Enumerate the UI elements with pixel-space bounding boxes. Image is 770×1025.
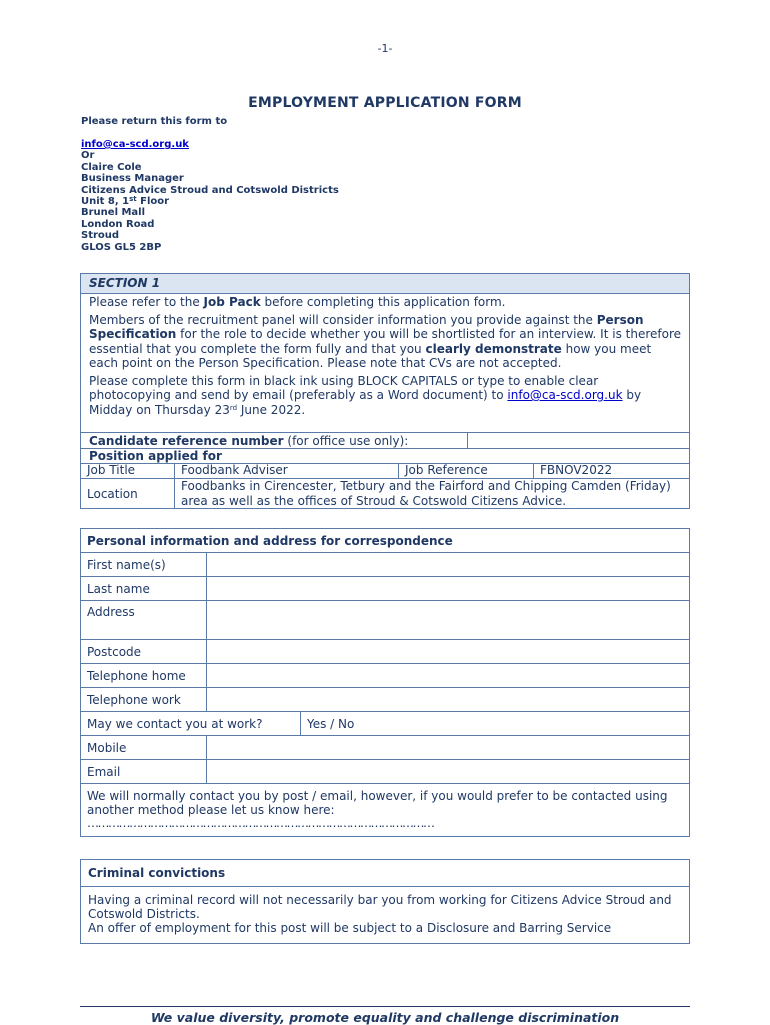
contact-preference-text: We will normally contact you by post / email, however, if you would prefer to be contacted using another method please let us know here: [87,789,668,817]
first-name-label: First name(s) [81,553,207,577]
return-name: Claire Cole [81,161,142,173]
job-reference-label: Job Reference [399,464,534,479]
postcode-field[interactable] [207,640,690,664]
section-1 [80,273,690,509]
address-label: Address [81,601,207,640]
contact-preference-cell[interactable] [81,784,689,837]
instruction-person-spec: Members of the recruitment panel will consider information you provide against the Person Specification for the role to decide whether you will be shortlisted for an interview. It is therefore essential that you complete the form fully and that you clearly demonstrate how you meet each point on the Person Specification. Please note that CVs are not accepted. [89,312,681,370]
return-road: London Road [81,218,155,230]
return-town: Stroud [81,230,120,242]
mobile-label: Mobile [81,736,207,760]
personal-information-heading: Personal information and address for correspondence [81,529,689,553]
contact-preference-dots: ……………………………………………………………………………………… [87,816,434,830]
return-org: Citizens Advice Stroud and Cotswold Districts [81,184,339,196]
location-label: Location [81,479,175,510]
email-row [81,760,689,784]
dbs-note: An offer of employment for this post will be subject to a Disclosure and Barring Service [88,921,612,935]
job-reference-value: FBNOV2022 [534,464,690,479]
first-name-field[interactable] [207,553,690,577]
first-name-row [81,553,689,577]
return-or: Or [81,150,95,162]
criminal-convictions-heading: Criminal convictions [81,860,689,887]
telephone-home-field[interactable] [207,664,690,688]
personal-information-table [81,529,689,836]
postcode-row [81,640,689,664]
submission-email-link[interactable]: info@ca-scd.org.uk [507,388,623,402]
footer-slogan: We value diversity, promote equality and challenge discrimination [150,1010,620,1025]
return-mall: Brunel Mall [81,207,146,219]
return-address [81,139,339,253]
location-row [81,479,689,510]
postcode-label: Postcode [81,640,207,664]
location-value: Foodbanks in Cirencester, Tetbury and the Fairford and Chipping Camden (Friday) area as well as the offices of Stroud & Cotswold Citizens Advice. [175,479,690,510]
candidate-reference-field[interactable] [467,433,690,449]
job-details-table [81,463,689,509]
position-applied-heading: Position applied for [81,448,689,464]
last-name-field[interactable] [207,577,690,601]
instruction-submission: Please complete this form in black ink using BLOCK CAPITALS or type to enable clear photocopying and send by email (preferably as a Word document) to info@ca-scd.org.uk by Midday on Thursday 23rd June 2022. [89,373,642,417]
return-unit: Unit 8, 1st Floor [81,195,170,208]
telephone-home-label: Telephone home [81,664,207,688]
section-1-heading: SECTION 1 [81,274,689,294]
last-name-row [81,577,689,601]
telephone-work-field[interactable] [207,688,690,712]
criminal-convictions-section [80,859,690,944]
contact-preference-row [81,784,689,837]
page-number: -1- [377,42,393,55]
job-row [81,464,689,479]
return-heading: Please return this form to [81,116,228,127]
telephone-home-row [81,664,689,688]
contact-at-work-row [81,712,689,736]
mobile-field[interactable] [207,736,690,760]
telephone-work-row [81,688,689,712]
telephone-work-label: Telephone work [81,688,207,712]
page-title: EMPLOYMENT APPLICATION FORM [248,95,522,111]
personal-information-section [80,528,690,837]
email-label: Email [81,760,207,784]
return-email-link[interactable]: info@ca-scd.org.uk [81,139,189,150]
footer-divider [80,1006,690,1007]
address-row [81,601,689,640]
contact-at-work-options[interactable]: Yes / No [307,716,355,731]
instruction-job-pack: Please refer to the Job Pack before completing this application form. [89,295,506,309]
section-1-instructions [81,294,689,417]
return-postcode: GLOS GL5 2BP [81,241,162,253]
last-name-label: Last name [81,577,207,601]
contact-at-work-label: May we contact you at work? [81,712,301,735]
job-title-label: Job Title [81,464,175,479]
mobile-row [81,736,689,760]
candidate-reference-label: Candidate reference number (for office use only): [89,434,409,448]
return-role: Business Manager [81,173,184,185]
address-field[interactable] [207,601,690,640]
email-field[interactable] [207,760,690,784]
job-title-value: Foodbank Adviser [175,464,399,479]
criminal-record-note: Having a criminal record will not necessarily bar you from working for Citizens Advice Stroud and Cotswold Districts. [88,893,672,921]
